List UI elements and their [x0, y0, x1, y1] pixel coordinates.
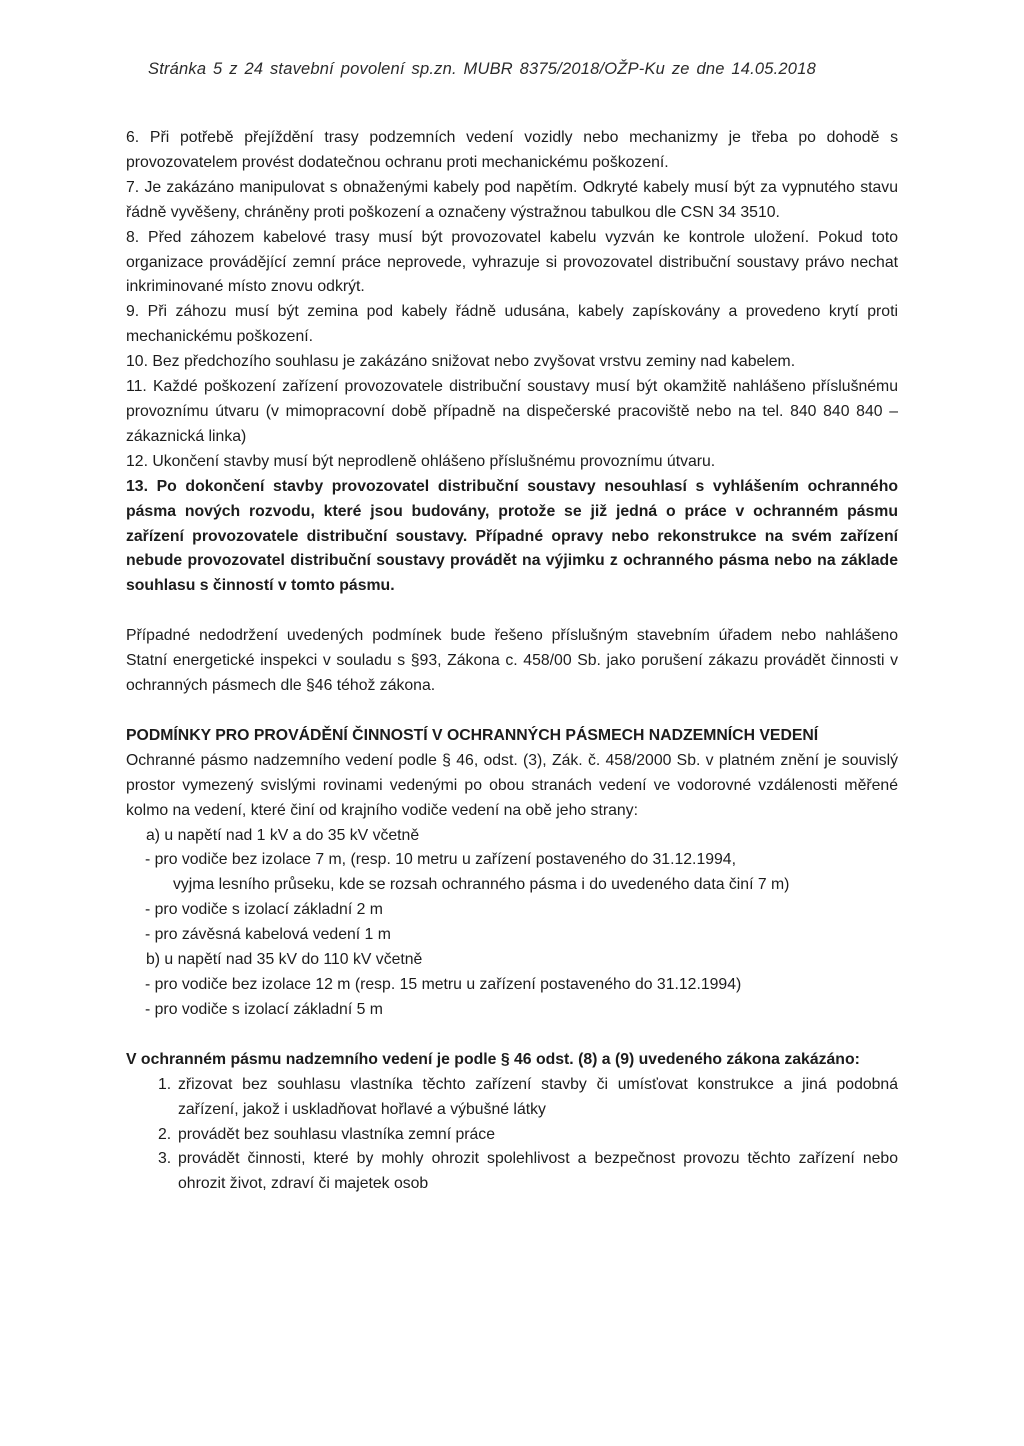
item-text: zřizovat bez souhlasu vlastníka těchto zařízení stavby či umísťovat konstrukce a jiná podobná zařízení, jakož i uskladňovat hořlavé a výbušné látky: [178, 1075, 898, 1118]
voltage-b-line-1: - pro vodiče bez izolace 12 m (resp. 15 metru u zařízení postaveného do 31.12.1994): [145, 976, 742, 993]
voltage-a-line-1-cont: vyjma lesního průseku, kde se rozsah ochranného pásma i do uvedeného data činí 7 m): [173, 876, 790, 894]
page-header: Stránka 5 z 24 stavební povolení sp.zn. MUBR 8375/2018/OŽP-Ku ze dne 14.05.2018: [148, 60, 816, 78]
spacer: [126, 1023, 898, 1048]
voltage-a-line-3: - pro závěsná kabelová vedení 1 m: [145, 926, 391, 944]
document-body: [126, 126, 898, 1197]
item-number: 3.: [158, 1150, 172, 1168]
spacer: [126, 599, 898, 624]
item-text: provádět bez souhlasu vlastníka zemní práce: [178, 1125, 495, 1143]
condition-item-6: 6. Při potřebě přejíždění trasy podzemních vedení vozidly nebo mechanizmy je třeba po dohodě s provozovatelem provést dodatečnou ochranu proti mechanickému poškození.: [126, 129, 898, 171]
prohibited-item-2: [126, 1123, 898, 1148]
voltage-a-line-2: - pro vodiče s izolací základní 2 m: [145, 901, 383, 919]
condition-item-11: 11. Každé poškození zařízení provozovatele distribuční soustavy musí být okamžitě nahlášeno příslušnému provoznímu útvaru (v mimopracovní době případně na dispečerské pracoviště nebo na tel. 840 840 840 – zákaznická linka): [126, 378, 898, 445]
prohibited-heading: V ochranném pásmu nadzemního vedení je podle § 46 odst. (8) a (9) uvedeného zákona zakázáno:: [126, 1050, 860, 1068]
prohibited-item-1: [126, 1073, 898, 1123]
section-heading: PODMÍNKY PRO PROVÁDĚNÍ ČINNOSTÍ V OCHRANNÝCH PÁSMECH NADZEMNÍCH VEDENÍ: [126, 726, 819, 744]
spacer: [126, 699, 898, 724]
voltage-a-line-1: - pro vodiče bez izolace 7 m, (resp. 10 metru u zařízení postaveného do 31.12.1994,: [145, 851, 736, 869]
voltage-b-heading: b) u napětí nad 35 kV do 110 kV včetně: [146, 951, 423, 969]
item-text: provádět činnosti, které by mohly ohrozit spolehlivost a bezpečnost provozu těchto zařízení nebo ohrozit život, zdraví či majetek osob: [178, 1150, 898, 1193]
condition-item-9: 9. Při záhozu musí být zemina pod kabely řádně udusána, kabely zapískovány a provedeno krytí proti mechanickému poškození.: [126, 303, 898, 346]
violation-paragraph: Případné nedodržení uvedených podmínek bude řešeno příslušným stavebním úřadem nebo nahlášeno Statní energetické inspekci v souladu s §93, Zákona c. 458/00 Sb. jako porušení zákazu provádět činnosti v ochranných pásmech dle §46 téhož zákona.: [126, 627, 898, 695]
condition-item-10: 10. Bez předchozího souhlasu je zakázáno snižovat nebo zvyšovat vrstvu zeminy nad kabelem.: [126, 353, 796, 371]
item-number: 2.: [158, 1125, 172, 1143]
voltage-b-line-2: - pro vodiče s izolací základní 5 m: [145, 1000, 383, 1018]
section-intro: Ochranné pásmo nadzemního vedení podle § 46, odst. (3), Zák. č. 458/2000 Sb. v platném znění je souvislý prostor vymezený svislými rovinami vedenými po obou stranách vedení ve vodorovné vzdálenosti měřené kolmo na vedení, které činí od krajního vodiče vedení na obě jeho strany:: [126, 751, 898, 819]
condition-item-8: 8. Před záhozem kabelové trasy musí být provozovatel kabelu vyzván ke kontrole uložení. Pokud toto organizace provádějící zemní práce neprovede, vyhrazuje si provozovatel distribuční soustavy právo nechat inkriminované místo znovu odkrýt.: [126, 228, 898, 296]
item-number: 1.: [158, 1075, 172, 1093]
condition-item-13: 13. Po dokončení stavby provozovatel distribuční soustavy nesouhlasí s vyhlášením ochranného pásma nových rozvodu, které jsou budovány, protože se již jedná o práce v ochranném pásmu zařízení provozovatele distribuční soustavy. Případné opravy nebo rekonstrukce na svém zařízení nebude provozovatel distribuční soustavy provádět na výjimku z ochranného pásma nebo na základe souhlasu s činností v tomto pásmu.: [126, 477, 898, 595]
condition-item-12: 12. Ukončení stavby musí být neprodleně ohlášeno příslušnému provoznímu útvaru.: [126, 452, 716, 470]
prohibited-item-3: [126, 1147, 898, 1197]
voltage-a-heading: a) u napětí nad 1 kV a do 35 kV včetně: [146, 826, 420, 844]
condition-item-7: 7. Je zakázáno manipulovat s obnaženými kabely pod napětím. Odkryté kabely musí být za vypnutého stavu řádně vyvěšeny, chráněny proti poškození a označeny výstražnou tabulkou dle CSN 34 3510.: [126, 178, 898, 221]
